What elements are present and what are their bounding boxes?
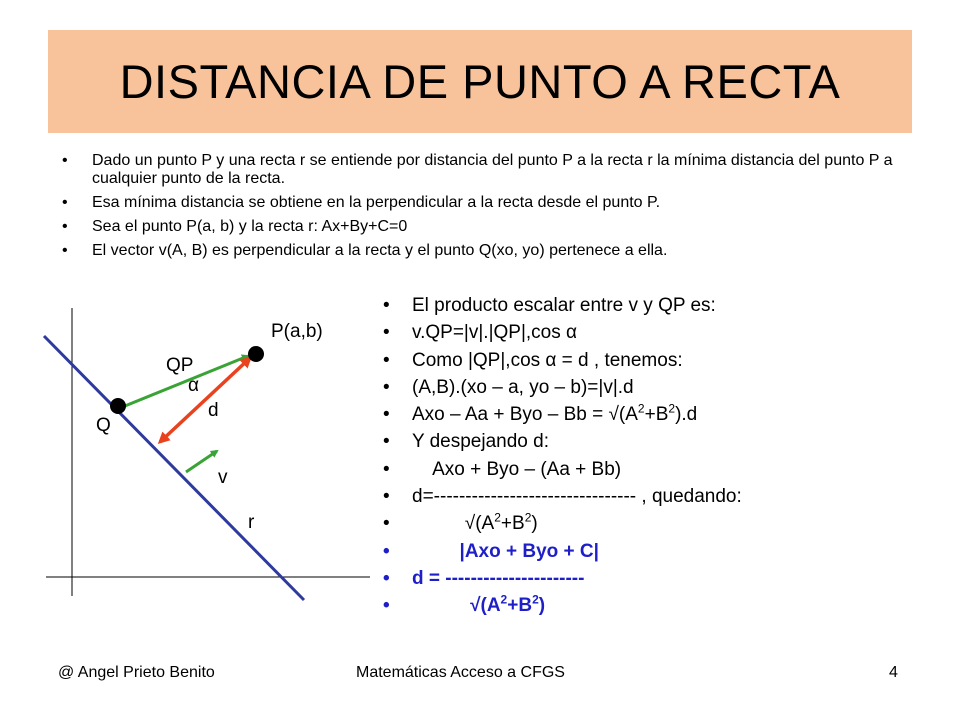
point-p	[248, 346, 264, 362]
intro-item-1: • Dado un punto P y una recta r se entiende por distancia del punto P a la recta r la mínima distancia del punto P a cualquier punto de la recta.	[62, 152, 912, 188]
result-numerator: • |Axo + Byo + C|	[383, 538, 943, 565]
intro-list	[62, 152, 912, 266]
exponent: 2	[524, 511, 532, 526]
result-denominator-b: +B	[507, 595, 533, 617]
footer-page-number: 4	[889, 664, 898, 681]
label-p: P(a,b)	[271, 321, 323, 342]
step-8: • d=-------------------------------- , quedando:	[383, 483, 943, 510]
step-5-b: +B	[644, 404, 669, 426]
step-5-c: ).d	[675, 404, 698, 426]
diagram-canvas	[0, 290, 380, 610]
label-q: Q	[96, 415, 111, 436]
slide-title: DISTANCIA DE PUNTO A RECTA	[119, 55, 841, 108]
result-denominator-a: √(A	[412, 595, 501, 617]
vector-v	[186, 451, 217, 472]
step-6: • Y despejando d:	[383, 428, 943, 455]
footer-course: Matemáticas Acceso a CFGS	[356, 664, 565, 681]
intro-item-4: • El vector v(A, B) es perpendicular a la recta y el punto Q(xo, yo) pertenece a ella.	[62, 242, 912, 260]
derivation-list	[383, 292, 943, 620]
exponent: 2	[494, 511, 501, 526]
footer-author: @ Angel Prieto Benito	[58, 664, 215, 681]
label-r: r	[248, 512, 255, 533]
label-v: v	[218, 467, 228, 488]
label-qp: QP	[166, 355, 194, 376]
step-1: • El producto escalar entre v y QP es:	[383, 292, 943, 319]
step-3: • Como |QP|,cos α = d , tenemos:	[383, 347, 943, 374]
step-9-c: )	[531, 513, 538, 535]
result-fraction: • d = ----------------------	[383, 565, 943, 592]
exponent: 2	[532, 592, 539, 607]
label-alpha: α	[188, 375, 199, 396]
point-q	[110, 398, 126, 414]
result-denominator-c: )	[538, 595, 546, 617]
step-9	[383, 510, 943, 537]
intro-item-3: • Sea el punto P(a, b) y la recta r: Ax+By+C=0	[62, 218, 912, 236]
exponent: 2	[637, 401, 645, 416]
step-9-b: +B	[500, 513, 525, 535]
exponent: 2	[500, 592, 508, 607]
result-denominator	[383, 592, 943, 619]
exponent: 2	[668, 401, 676, 416]
step-5	[383, 401, 943, 428]
step-7: • Axo + Byo – (Aa + Bb)	[383, 456, 943, 483]
label-d: d	[208, 400, 219, 421]
step-9-a: √(A	[412, 513, 495, 535]
intro-item-2: • Esa mínima distancia se obtiene en la perpendicular a la recta desde el punto P.	[62, 194, 912, 212]
step-5-a: Axo – Aa + Byo – Bb = √(A	[412, 404, 638, 426]
title-banner	[48, 30, 912, 133]
geometry-diagram	[0, 290, 380, 615]
step-4: • (A,B).(xo – a, yo – b)=|v|.d	[383, 374, 943, 401]
step-2: • v.QP=|v|.|QP|,cos α	[383, 319, 943, 346]
